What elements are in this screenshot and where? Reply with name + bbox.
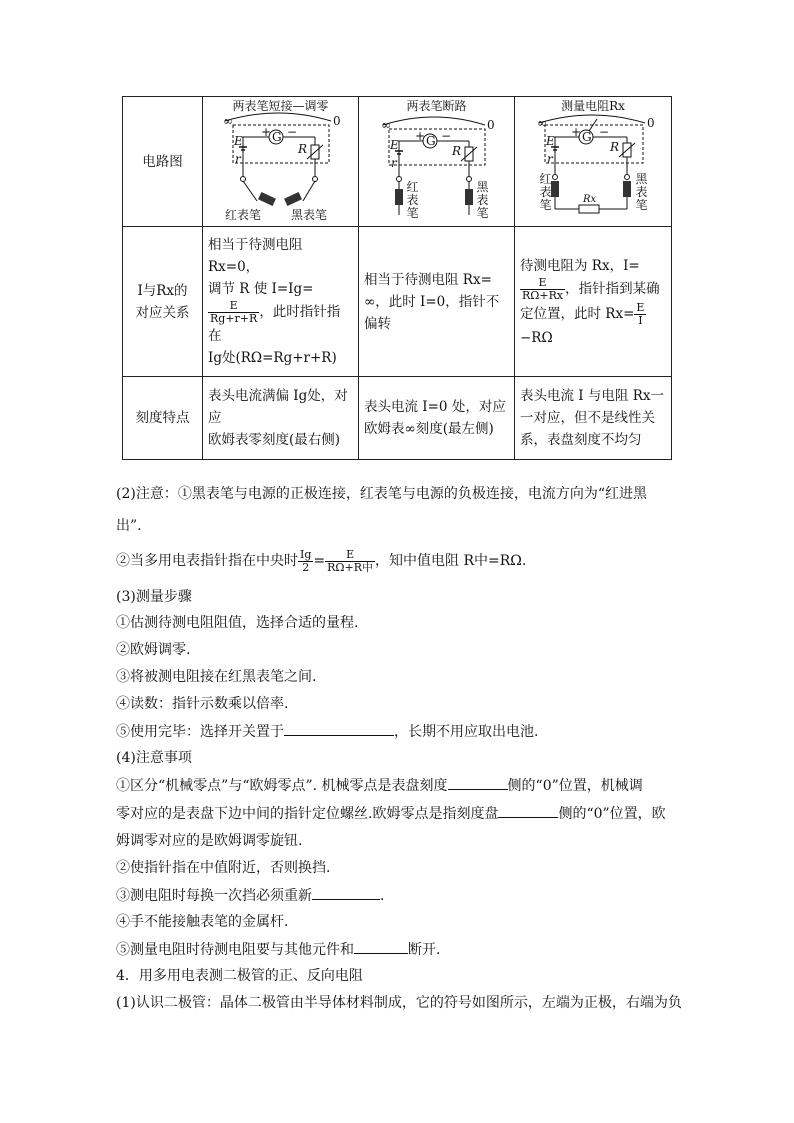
internal-resistance-label: r [235, 152, 241, 166]
step-2: ②欧姆调零. [116, 642, 191, 658]
diagram-measure-rx [515, 97, 672, 227]
minus-sign: − [441, 129, 452, 143]
note-4: ④手不能接触表笔的金属杆. [116, 914, 289, 930]
red-pen-vertical-label: 红 表 笔 [406, 180, 419, 220]
step-5: ⑤使用完毕：选择开关置于 ，长期不用应取出电池. [116, 721, 538, 742]
minus-sign: − [599, 125, 610, 139]
fraction: $\frac{E}{\text{RΩ+R中}}$ [327, 547, 374, 574]
rheostat-label: R [298, 142, 308, 156]
step-1: ①估测待测电阻阻值，选择合适的量程. [116, 615, 359, 631]
infinity-mark: ∞ [223, 114, 233, 128]
fraction: $\frac{E}{I}$ [636, 300, 645, 327]
diagram-title: 两表笔短接—调零 [232, 99, 329, 113]
red-pen-label: 红表笔 [225, 208, 262, 222]
emf-label: E [234, 134, 243, 148]
fill-blank[interactable] [498, 803, 558, 818]
diagram-title: 测量电阻Rx [561, 99, 625, 113]
red-pen-vertical-label: 红 表 笔 [539, 172, 552, 212]
circuit-diagram-2 [359, 97, 515, 226]
note-1-line3: 姆调零对应的是欧姆调零旋钮. [116, 833, 303, 849]
fill-blank[interactable] [354, 939, 408, 954]
note-2: ②使指针指在中值附近，否则换挡. [116, 860, 331, 876]
plus-sign: + [415, 129, 426, 143]
step-3: ③将被测电阻接在红黑表笔之间. [116, 669, 317, 685]
note-5: ⑤测量电阻时待测电阻要与其他元件和 断开. [116, 939, 440, 960]
zero-mark: 0 [333, 114, 341, 128]
note-paragraph-line2: 出”. [116, 518, 142, 534]
note-1-line2: 零对应的是表盘下边中间的指针定位螺丝.欧姆零点是指刻度盘 侧的“0”位置，欧 [116, 803, 666, 824]
diagram-short-zero [203, 97, 359, 227]
plus-sign: + [261, 125, 272, 139]
infinity-mark: ∞ [381, 118, 391, 132]
row-head-relation: I与Rx的 对应关系 [123, 227, 203, 377]
zero-mark: 0 [487, 118, 495, 132]
comparison-table [122, 96, 671, 464]
plus-sign: + [571, 125, 582, 139]
fill-blank[interactable] [448, 775, 508, 790]
section-heading: (4)注意事项 [116, 750, 192, 766]
cell-relation-open: 相当于待测电阻 Rx= ∞，此时 I=0，指针不 偏转 [359, 227, 515, 377]
diagram-title: 两表笔断路 [406, 99, 467, 113]
cell-relation-measure: 待测电阻为 Rx，I= $\frac{E}{R\Omega+Rx}$ ，指针指到某确 定位置，此时 Rx= $\frac{E}{I}$ −RΩ [515, 227, 672, 377]
row-head-scale: 刻度特点 [123, 377, 203, 460]
note-paragraph-line1: (2)注意：①黑表笔与电源的正极连接，红表笔与电源的负极连接，电流方向为“红进黑 [116, 486, 647, 502]
zero-mark: 0 [647, 116, 655, 130]
fraction: $\frac{Ig}{2}$ [300, 547, 312, 574]
diode-paragraph: (1)认识二极管：晶体二极管由半导体材料制成，它的符号如图所示，左端为正极，右端为负 [116, 995, 682, 1011]
rx-resistor-label: Rx [583, 194, 597, 205]
row-head-circuit: 电路图 [123, 97, 203, 227]
fraction: $\frac{E}{Rg+r+R}$ [210, 299, 258, 325]
note-3: ③测电阻时每换一次挡必须重新 . [116, 885, 384, 906]
fill-blank[interactable] [312, 885, 380, 900]
galvanometer-label: G [426, 134, 436, 148]
rheostat-label: R [452, 144, 462, 158]
emf-label: E [546, 134, 555, 148]
note-1-line1: ①区分“机械零点”与“欧姆零点”. 机械零点是表盘刻度 侧的“0”位置，机械调 [116, 775, 643, 796]
black-pen-label: 黑表笔 [291, 208, 328, 222]
rheostat-label: R [610, 140, 620, 154]
mid-value-paragraph: ②当多用电表指针指在中央时 $\frac{Ig}{2}$ = $\frac{E}{\text{RΩ+R中}}$ ，知中值电阻 R中=RΩ. [116, 547, 527, 574]
black-pen-vertical-label: 黑 表 笔 [476, 180, 489, 220]
black-pen-vertical-label: 黑 表 笔 [635, 172, 648, 212]
internal-resistance-label: r [547, 152, 553, 166]
minus-sign: − [287, 125, 298, 139]
cell-scale-short: 表头电流满偏 Ig处，对应 欧姆表零刻度(最右侧) [203, 377, 359, 460]
section-4-heading: 4．用多用电表测二极管的正、反向电阻 [116, 968, 363, 984]
step-4: ④读数：指针示数乘以倍率. [116, 696, 289, 712]
galvanometer-label: G [582, 130, 592, 144]
fill-blank[interactable] [284, 721, 394, 736]
cell-relation-short: 相当于待测电阻 Rx=0， 调节 R 使 I=Ig= $\frac{E}{Rg+r+R}$ ，此时指针指在 Ig处(RΩ=Rg+r+R) [203, 227, 359, 377]
section-heading: (3)测量步骤 [116, 589, 192, 605]
infinity-mark: ∞ [537, 116, 547, 130]
fraction: $\frac{E}{R\Omega+Rx}$ [522, 275, 564, 302]
diagram-open-circuit [359, 97, 515, 227]
emf-label: E [390, 138, 399, 152]
internal-resistance-label: r [391, 156, 397, 170]
cell-scale-open: 表头电流 I=0 处，对应 欧姆表∞刻度(最左侧) [359, 377, 515, 460]
galvanometer-label: G [272, 130, 282, 144]
cell-scale-measure: 表头电流 I 与电阻 Rx一 一对应，但不是线性关 系，表盘刻度不均匀 [515, 377, 672, 460]
